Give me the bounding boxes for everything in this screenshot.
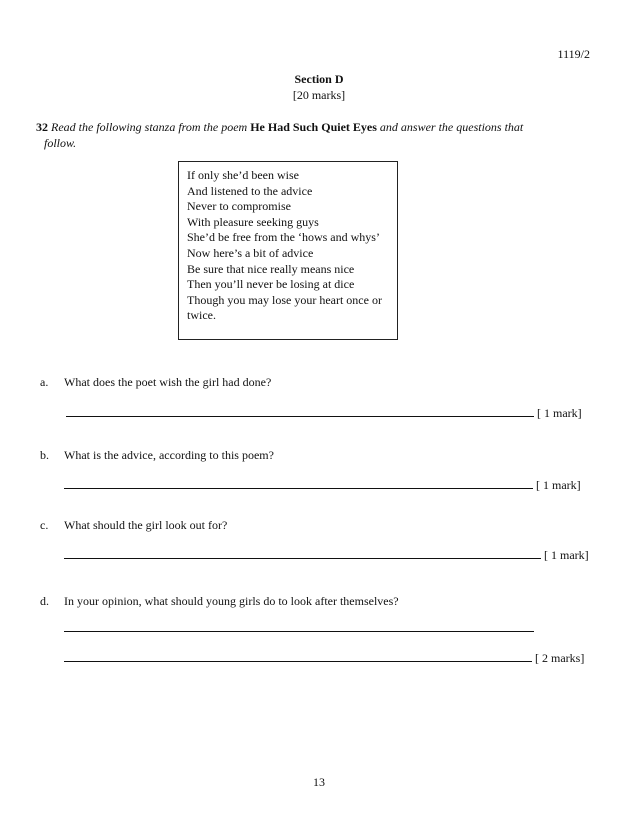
question-text: What should the girl look out for?: [64, 518, 228, 532]
question-d: [40, 594, 399, 609]
question-marks: [ 1 mark]: [544, 548, 589, 562]
answer-rule[interactable]: [66, 406, 534, 417]
answer-rule[interactable]: [64, 478, 533, 489]
question-letter: c.: [40, 518, 49, 532]
section-title: Section D: [294, 72, 344, 86]
question-c: [40, 518, 227, 533]
answer-line-c[interactable]: [64, 548, 589, 563]
question-marks: [ 1 mark]: [536, 478, 581, 492]
question-text: What is the advice, according to this poem?: [64, 448, 274, 462]
instruction-suffix-line2: follow.: [44, 136, 77, 150]
question-marks: [ 2 marks]: [535, 651, 585, 665]
poem-line: Now here’s a bit of advice: [187, 245, 314, 260]
poem-line: Then you’ll never be losing at dice: [187, 277, 355, 292]
answer-rule[interactable]: [64, 548, 541, 559]
question-text: In your opinion, what should young girls do to look after themselves?: [64, 594, 399, 608]
poem-line: And listened to the advice: [187, 183, 313, 198]
page-number: 13: [313, 775, 325, 789]
question-number: 32: [36, 120, 48, 134]
answer-rule[interactable]: [64, 621, 534, 632]
question-marks: [ 1 mark]: [537, 406, 582, 420]
question-letter: d.: [40, 594, 49, 608]
question-letter: a.: [40, 375, 49, 389]
answer-line-a[interactable]: [66, 406, 582, 421]
question-b: [40, 448, 274, 463]
paper-code: 1119/2: [557, 47, 590, 61]
answer-line-b[interactable]: [64, 478, 581, 493]
question-instruction: [36, 119, 586, 151]
poem-line: She’d be free from the ‘hows and whys’: [187, 230, 380, 245]
question-a: [40, 375, 271, 390]
poem-line: Never to compromise: [187, 199, 291, 214]
question-letter: b.: [40, 448, 49, 462]
poem-line: If only she’d been wise: [187, 168, 299, 182]
poem-line: With pleasure seeking guys: [187, 214, 319, 229]
poem-title: He Had Such Quiet Eyes: [250, 120, 377, 134]
answer-line-d2[interactable]: [64, 651, 584, 666]
answer-line-d1[interactable]: [64, 621, 534, 636]
poem-line: Be sure that nice really means nice: [187, 261, 355, 276]
poem-line: Though you may lose your heart once or: [187, 292, 382, 307]
poem-line: twice.: [187, 308, 216, 323]
instruction-prefix: Read the following stanza from the poem: [51, 120, 248, 134]
instruction-suffix: and answer the questions that: [379, 120, 524, 134]
question-text: What does the poet wish the girl had done?: [64, 375, 272, 389]
poem-stanza-box: [178, 161, 398, 340]
section-marks: [20 marks]: [292, 88, 346, 102]
answer-rule[interactable]: [64, 651, 532, 662]
